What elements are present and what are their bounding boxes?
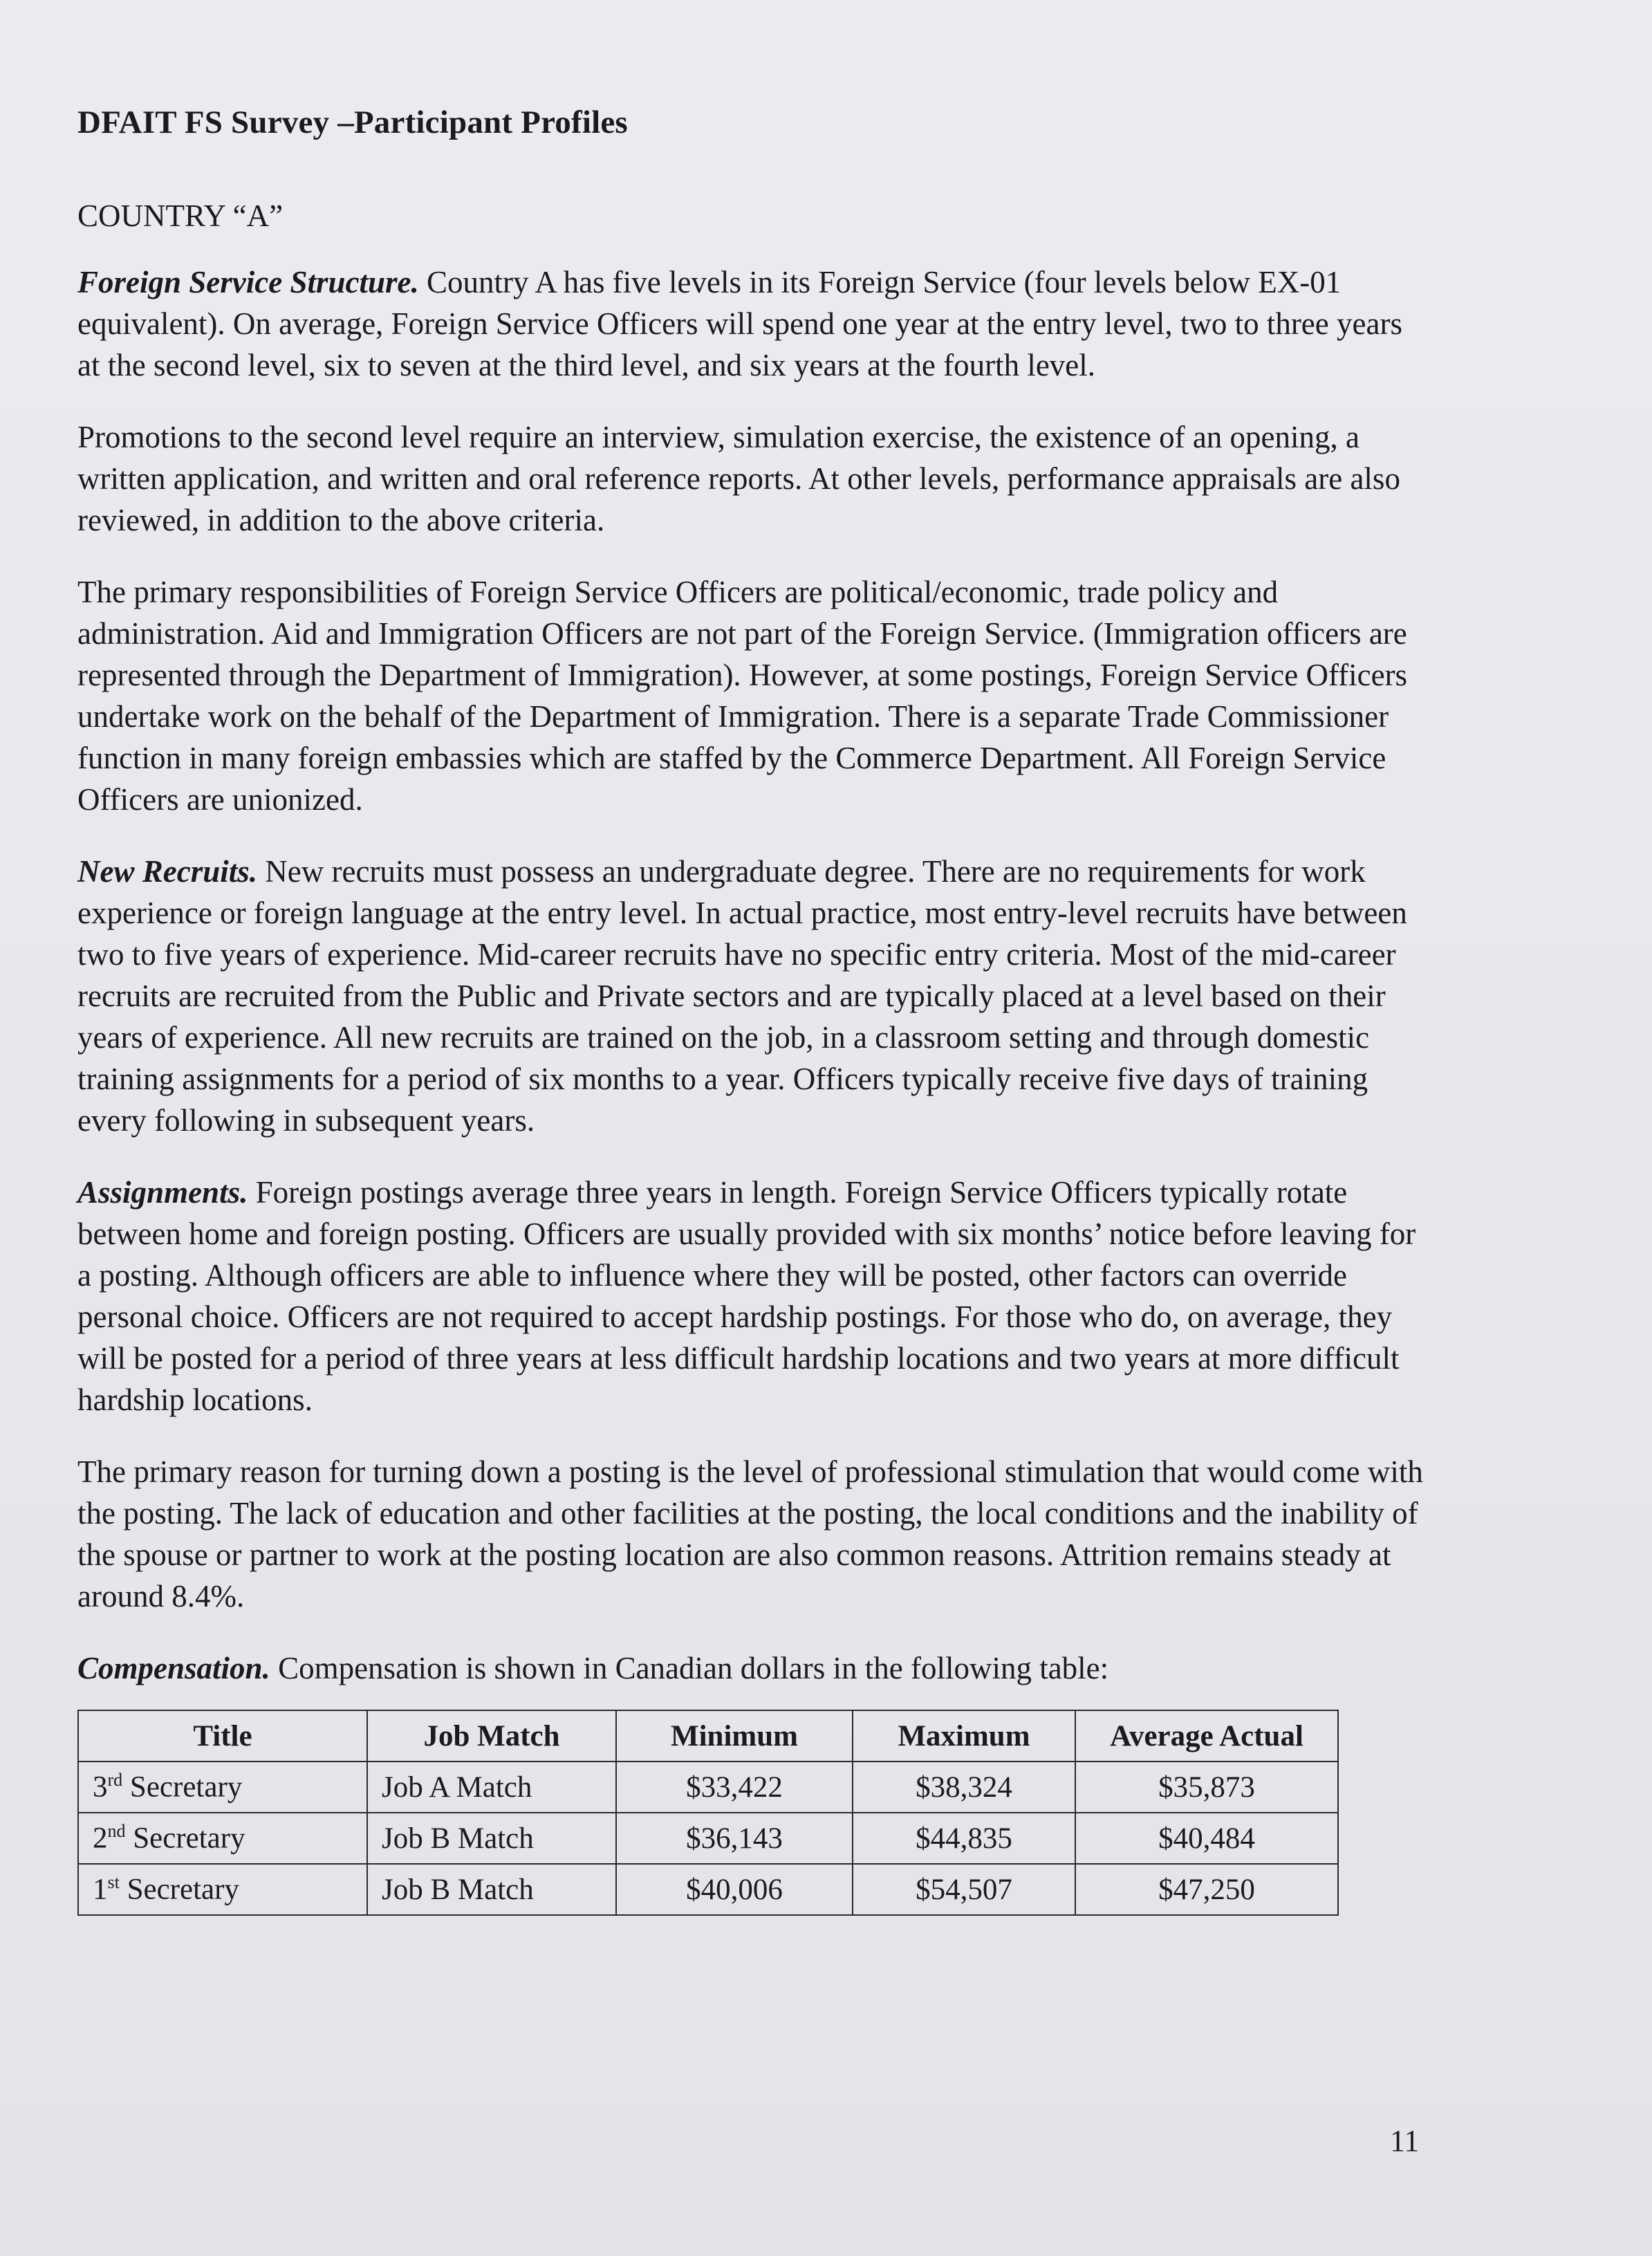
cell-title xyxy=(78,1864,367,1915)
title-text: Secretary xyxy=(125,1822,245,1855)
section-lead: Compensation. xyxy=(77,1651,270,1685)
section-lead: Foreign Service Structure. xyxy=(77,265,419,299)
country-heading: COUNTRY “A” xyxy=(77,198,284,233)
paragraph-responsibilities xyxy=(77,571,1426,820)
ordinal-number: 1 xyxy=(93,1873,108,1906)
cell-minimum: $40,006 xyxy=(616,1864,853,1915)
ordinal-suffix: nd xyxy=(107,1821,126,1842)
paragraph-text: Foreign postings average three years in length. Foreign Service Officers typically rotate between home and foreign posting. Officers are usually provided with six months’ notice before leaving for a posting. Although officers are able to influence where they will be posted, other factors can override personal choice. Officers are not required to accept hardship postings. For those who do, on average, they will be posted for a period of three years at less difficult hardship locations and two years at more difficult hardship locations. xyxy=(77,1175,1416,1417)
title-text: Secretary xyxy=(122,1770,243,1804)
cell-minimum: $33,422 xyxy=(616,1762,853,1813)
column-header-average-actual: Average Actual xyxy=(1075,1710,1338,1762)
cell-job-match: Job A Match xyxy=(367,1762,616,1813)
column-header-maximum: Maximum xyxy=(853,1710,1075,1762)
page-content xyxy=(77,104,1426,1916)
ordinal-suffix: rd xyxy=(107,1770,123,1791)
cell-minimum: $36,143 xyxy=(616,1813,853,1864)
column-header-minimum: Minimum xyxy=(616,1710,853,1762)
cell-maximum: $38,324 xyxy=(853,1762,1075,1813)
ordinal-number: 2 xyxy=(93,1822,108,1855)
cell-average-actual: $47,250 xyxy=(1075,1864,1338,1915)
paragraph-new-recruits xyxy=(77,851,1426,1141)
section-lead: Assignments. xyxy=(77,1175,248,1210)
paragraph-text: New recruits must possess an undergraduate degree. There are no requirements for work experience or foreign language at the entry level. In actual practice, most entry-level recruits have between two to five years of experience. Mid-career recruits have no specific entry criteria. Most of the mid-career recruits are recruited from the Public and Private sectors and are typically placed at a level based on their years of experience. All new recruits are trained on the job, in a classroom setting and through domestic training assignments for a period of six months to a year. Officers typically receive five days of training every following in subsequent years. xyxy=(77,854,1407,1138)
section-lead: New Recruits. xyxy=(77,854,258,889)
title-text: Secretary xyxy=(119,1873,239,1906)
document-title: DFAIT FS Survey –Participant Profiles xyxy=(77,104,628,140)
cell-job-match: Job B Match xyxy=(367,1864,616,1915)
paragraph-assignments xyxy=(77,1172,1426,1421)
paragraph-foreign-service-structure xyxy=(77,261,1426,386)
table-row xyxy=(78,1762,1338,1813)
cell-title xyxy=(78,1813,367,1864)
paragraph-promotions xyxy=(77,416,1426,541)
compensation-table xyxy=(77,1710,1339,1916)
table-header-row xyxy=(78,1710,1338,1762)
column-header-title: Title xyxy=(78,1710,367,1762)
paragraph-text: Promotions to the second level require an interview, simulation exercise, the existence of an opening, a written application, and written and oral reference reports. At other levels, performance appraisals are also reviewed, in addition to the above criteria. xyxy=(77,420,1400,537)
cell-average-actual: $40,484 xyxy=(1075,1813,1338,1864)
ordinal-suffix: st xyxy=(107,1872,120,1893)
paragraph-text: The primary responsibilities of Foreign Service Officers are political/economic, trade policy and administration. Aid and Immigration Officers are not part of the Foreign Service. (Immigration officers are represented through the Department of Immigration). However, at some postings, Foreign Service Officers undertake work on the behalf of the Department of Immigration. There is a separate Trade Commissioner function in many foreign embassies which are staffed by the Commerce Department. All Foreign Service Officers are unionized. xyxy=(77,575,1408,817)
paragraph-text: Country A has five levels in its Foreign Service (four levels below EX-01 equivalent). On average, Foreign Service Officers will spend one year at the entry level, two to three years at the second level, six to seven at the third level, and six years at the fourth level. xyxy=(77,265,1402,382)
page-number: 11 xyxy=(1390,2124,1420,2158)
paragraph-text: Compensation is shown in Canadian dollars in the following table: xyxy=(270,1651,1109,1685)
cell-title xyxy=(78,1762,367,1813)
cell-maximum: $54,507 xyxy=(853,1864,1075,1915)
ordinal-number: 3 xyxy=(93,1770,108,1804)
cell-maximum: $44,835 xyxy=(853,1813,1075,1864)
paragraph-text: The primary reason for turning down a posting is the level of professional stimulation that would come with the posting. The lack of education and other facilities at the posting, the local conditions and the inability of the spouse or partner to work at the posting location are also common reasons. Attrition remains steady at around 8.4%. xyxy=(77,1454,1423,1614)
table-row xyxy=(78,1813,1338,1864)
paragraph-compensation xyxy=(77,1647,1426,1689)
paragraph-turning-down-posting xyxy=(77,1451,1426,1617)
table-row xyxy=(78,1864,1338,1915)
cell-average-actual: $35,873 xyxy=(1075,1762,1338,1813)
column-header-job-match: Job Match xyxy=(367,1710,616,1762)
cell-job-match: Job B Match xyxy=(367,1813,616,1864)
